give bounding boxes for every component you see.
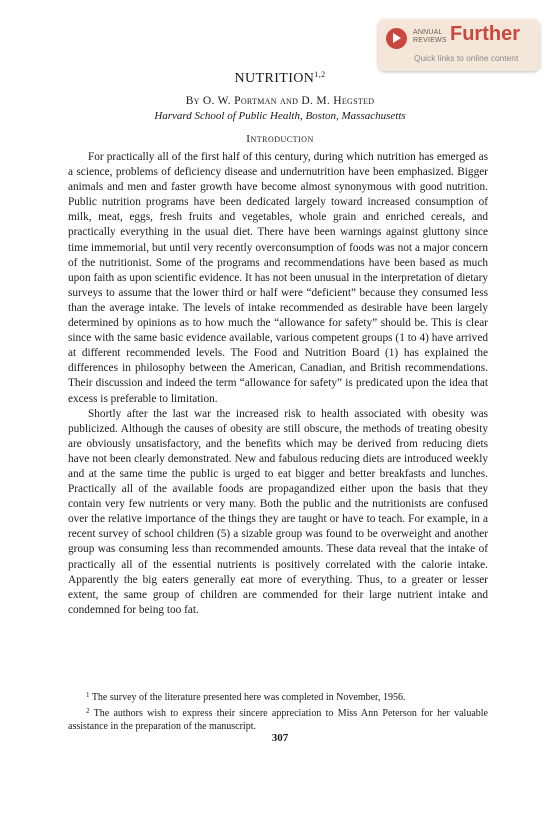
paragraph: Shortly after the last war the increased risk to health associated with obesity was publicized. Although the causes of obesity are still obscure, the methods of treating obesity are obviously unsatisfactory, and the benefits which may be derived from reducing diets have not been clearly demonstrated. New and fabulous reducing diets are introduced weekly and at the same time the public is urged to eat bigger and better breakfasts and lunches. Practically all of the available foods are propagandized either upon the basis that they contain very few nutrients or very many. Both the public and the nutritionists are confused over the relative importance of the things they are taught or have to teach. For example, in a recent survey of school children (5) a sizable group was found to be overweight and another group was consuming less than recommended amounts. These data reveal that the intake of practically all of the essential nutrients is positively correlated with the calorie intake. Apparently the big eaters generally eat more of everything. Thus, to a greater or lesser extent, the same group of children are commended for their large nutrient intake and condemned for being too fat. — [68, 407, 488, 616]
paragraph: For practically all of the first half of this century, during which nutrition has emerged as a science, problems of deficiency disease and undernutrition have been emphasized. Bigger animals and men and faster growth have become almost synonymous with good nutrition. Public nutrition programs have been dedicated largely toward increased consumption of milk, meat, eggs, fresh fruits and vegetables, whole grain and enriched cereals, and practically everything in the usual diet. There have been warnings against gluttony since time immemorial, but until very recently overconsumption of foods was not a major concern of the nutritionist. Some of the programs and recommendations have been based as much upon faith as upon scientific evidence. It has not been unusual in the interpretation of dietary surveys to assume that the lower third or half were “deficient” because they consumed less than the average intake. The levels of intake recommended as desirable have been largely determined by opinions as to how much the “allowance for safety” should be. This is clear since with the same basic evidence available, various competent groups (1 to 4) have arrived at different recommended levels. The Food and Nutrition Board (1) has explained the differences in philosophy between the American, Canadian, and British recommendations. Their discussion and indeed the term “allowance for safety” is predicated upon the idea that excess is preferable to limitation. — [68, 151, 488, 405]
section-heading: Introduction — [246, 133, 314, 145]
article-body — [68, 150, 488, 618]
footnote-mark: 2 — [86, 706, 90, 715]
badge-line-annual: ANNUAL — [413, 29, 443, 36]
annual-reviews-further-badge[interactable] — [378, 19, 540, 71]
footnote-mark: 1 — [86, 691, 90, 699]
badge-line-reviews: REVIEWS — [413, 37, 447, 44]
annual-reviews-wordmark — [413, 29, 447, 45]
article-authors: By O. W. Portman and D. M. Hegsted — [185, 95, 375, 107]
quick-links-subtitle: Quick links to online content — [414, 53, 519, 63]
page-number: 307 — [271, 732, 289, 744]
footnote-text: The survey of the literature presented here was completed in November, 1956. — [89, 692, 406, 703]
article-title — [0, 70, 560, 87]
footnote-text: The authors wish to express their sincere appreciation to Miss Ann Peterson for her valuable assistance in the preparation of the manuscript. — [68, 707, 488, 732]
author-affiliation: Harvard School of Public Health, Boston, Massachusetts — [154, 110, 406, 122]
article-title-text: NUTRITION — [234, 71, 315, 86]
annual-reviews-logo-icon — [386, 28, 407, 49]
further-label: Further — [450, 23, 520, 45]
footnote — [68, 705, 488, 734]
title-footnote-marks: 1,2 — [314, 70, 326, 79]
footnotes — [68, 689, 488, 734]
footnote — [68, 689, 488, 705]
